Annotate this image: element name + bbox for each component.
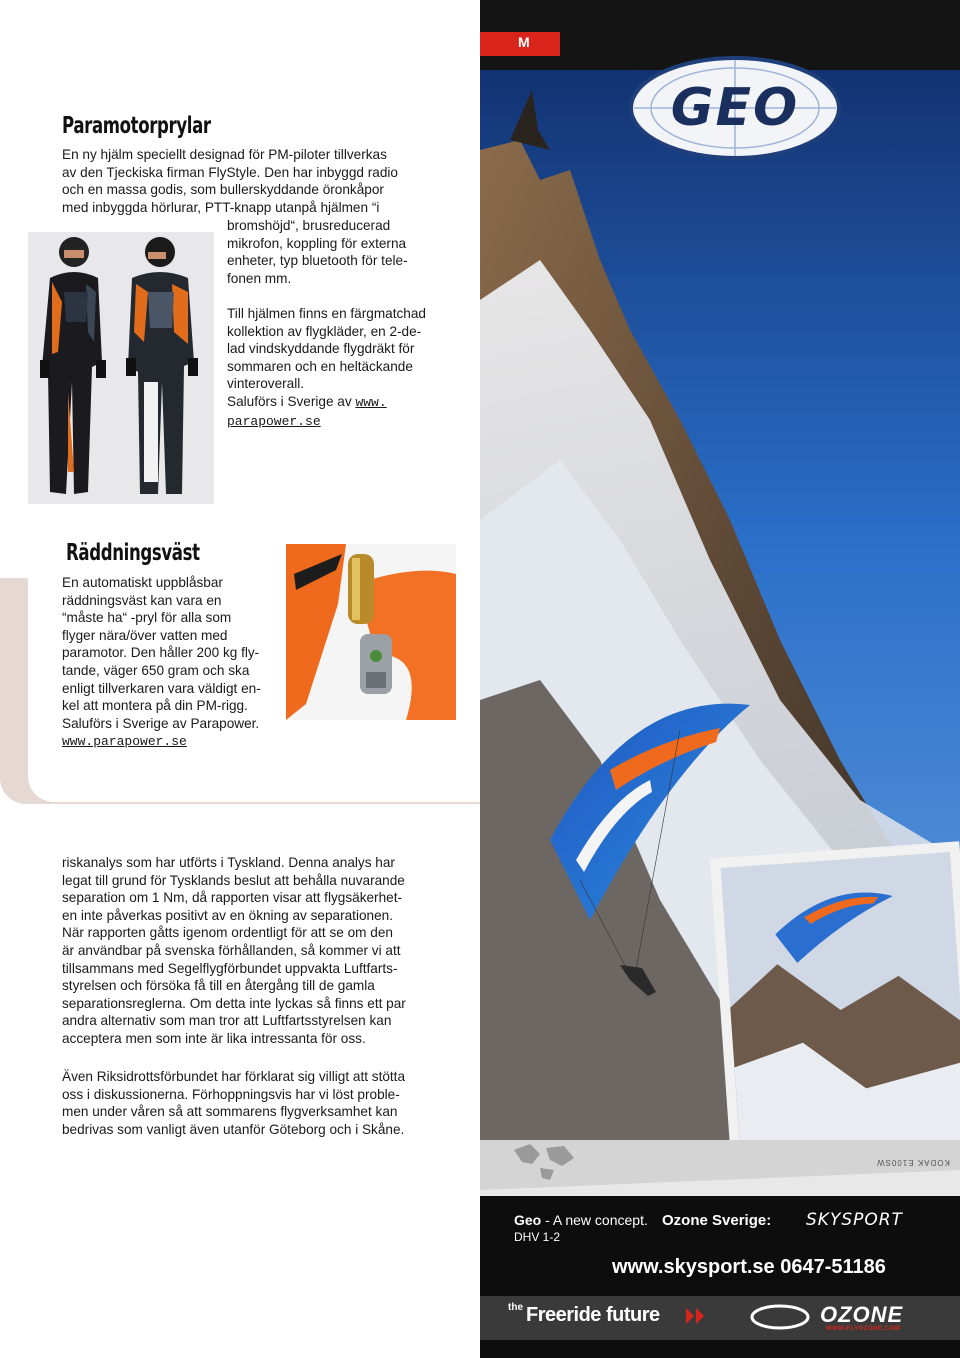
vest-text xyxy=(62,574,290,751)
text-line: sommaren och en heltäckande xyxy=(227,358,413,374)
geo-advertisement xyxy=(480,0,960,1358)
text-line: räddningsväst kan vara en xyxy=(62,592,222,608)
chevrons-icon xyxy=(686,1308,708,1329)
vest-heading: Räddningsväst xyxy=(66,540,200,566)
ozone-url[interactable]: WWW.FLYOZONE.COM xyxy=(826,1326,901,1332)
text-line: riskanalys som har utförts i Tyskland. Denna analys har xyxy=(62,855,395,870)
text-line: separation om 1 Nm, då rapporten visar att flygsäkerhet- xyxy=(62,890,403,906)
text-line: lad vindskyddande flygdräkt för xyxy=(227,341,415,357)
article-paragraph-1 xyxy=(62,854,462,1048)
slogan-text: Freeride future xyxy=(526,1304,660,1326)
text-line: en inte påverkas positivt av en ökning av separationen. xyxy=(62,907,393,923)
film-edge-text: KODAK E100SW xyxy=(876,1158,950,1167)
text-line: av den Tjeckiska firman FlyStyle. Den har inbyggd radio xyxy=(62,164,398,180)
text-line: enheter, typ bluetooth för tele- xyxy=(227,253,408,269)
text-line: Till hjälmen finns en färgmatchad xyxy=(227,306,426,321)
brand-mini-mark: M xyxy=(518,34,530,50)
text-line: tillsammans med Segelflygförbundet uppvakta Luftfarts- xyxy=(62,960,398,976)
text-line: bedrivas som vanligt även utanför Göteborg och i Skåne. xyxy=(62,1121,405,1137)
text-line: vinteroverall. xyxy=(227,376,305,392)
text-line: En automatiskt uppblåsbar xyxy=(62,575,223,590)
article-paragraph-2 xyxy=(62,1068,462,1138)
text-line: enligt tillverkaren vara väldigt en- xyxy=(62,680,261,696)
text-line: Saluförs i Sverige av Parapower. xyxy=(62,715,260,731)
geo-logo xyxy=(628,56,842,160)
flight-suit-illustration xyxy=(28,232,214,504)
parapower-link-part2[interactable]: parapower.se xyxy=(227,413,321,429)
ozone-swoosh-icon xyxy=(750,1302,810,1337)
text-line: “måste ha“ -pryl för alla som xyxy=(62,610,232,626)
ad-rating: DHV 1-2 xyxy=(514,1230,561,1244)
text-line: acceptera men som inte är lika intressanta för oss. xyxy=(62,1030,366,1046)
seller-prefix: Saluförs i Sverige av xyxy=(227,393,356,409)
text-line: paramotor. Den håller 200 kg fly- xyxy=(62,645,260,661)
text-line: En ny hjälm speciellt designad för PM-piloter tillverkas xyxy=(62,147,387,162)
text-line: bromshöjd“, brusreducerad xyxy=(227,218,391,233)
text-line: legat till grund för Tysklands beslut att behålla nuvarande xyxy=(62,872,405,888)
text-line: Även Riksidrottsförbundet har förklarat sig villigt att stötta xyxy=(62,1069,406,1084)
skysport-logo: SKYSPORT xyxy=(806,1210,903,1230)
paramotor-heading: Paramotorprylar xyxy=(62,113,211,139)
paramotor-collection-text xyxy=(227,305,477,430)
text-line: och en massa godis, som bullerskyddande öronkåpor xyxy=(62,182,384,198)
tagline-brand: Geo xyxy=(514,1212,542,1228)
life-vest-photo xyxy=(286,544,456,720)
flight-suit-photo xyxy=(28,232,214,504)
slogan-prefix: the xyxy=(508,1302,523,1313)
geo-logo-text: GEO xyxy=(670,78,800,138)
text-line: separationsreglerna. Om detta inte lyckas så finns ett par xyxy=(62,995,406,1011)
life-vest-illustration xyxy=(286,544,456,720)
vest-parapower-link[interactable]: www.parapower.se xyxy=(62,734,187,750)
text-line: fonen mm. xyxy=(227,270,292,286)
text-line: andra alternativ som man tror att Luftfartsstyrelsen kan xyxy=(62,1013,392,1029)
text-line: tande, väger 650 gram och ska xyxy=(62,662,250,678)
text-line: När rapporten gåtts igenom ordentligt för att se om den xyxy=(62,925,393,941)
parapower-link-part1[interactable]: www. xyxy=(355,394,387,410)
paramotor-side-text xyxy=(227,217,477,287)
text-line: med inbyggda hörlurar, PTT-knapp utanpå hjälmen “i xyxy=(62,199,380,215)
text-line: oss i diskussionerna. Förhoppningsvis har vi löst proble- xyxy=(62,1086,400,1102)
text-line: styrelsen och försöka få till en återgång till de gamla xyxy=(62,978,375,994)
world-map-icon xyxy=(510,1140,580,1189)
tagline-rest: - A new concept. xyxy=(541,1212,648,1228)
dealer-label: Ozone Sverige: xyxy=(662,1212,772,1229)
text-line: kel att montera på din PM-rigg. xyxy=(62,698,248,714)
text-line: flyger nära/över vatten med xyxy=(62,627,228,643)
paramotor-intro xyxy=(62,146,482,216)
contact-line[interactable]: www.skysport.se 0647-51186 xyxy=(612,1256,886,1278)
text-line: är användbar på svenska förhållanden, så kommer vi att xyxy=(62,942,401,958)
text-line: men under våren så att sommarens flygverksamhet kan xyxy=(62,1104,398,1120)
seller-line xyxy=(227,393,477,412)
ad-tagline xyxy=(514,1212,648,1228)
text-line: kollektion av flygkläder, en 2-de- xyxy=(227,323,422,339)
text-line: mikrofon, koppling för externa xyxy=(227,235,407,251)
ozone-logo: OZONE xyxy=(820,1302,904,1327)
